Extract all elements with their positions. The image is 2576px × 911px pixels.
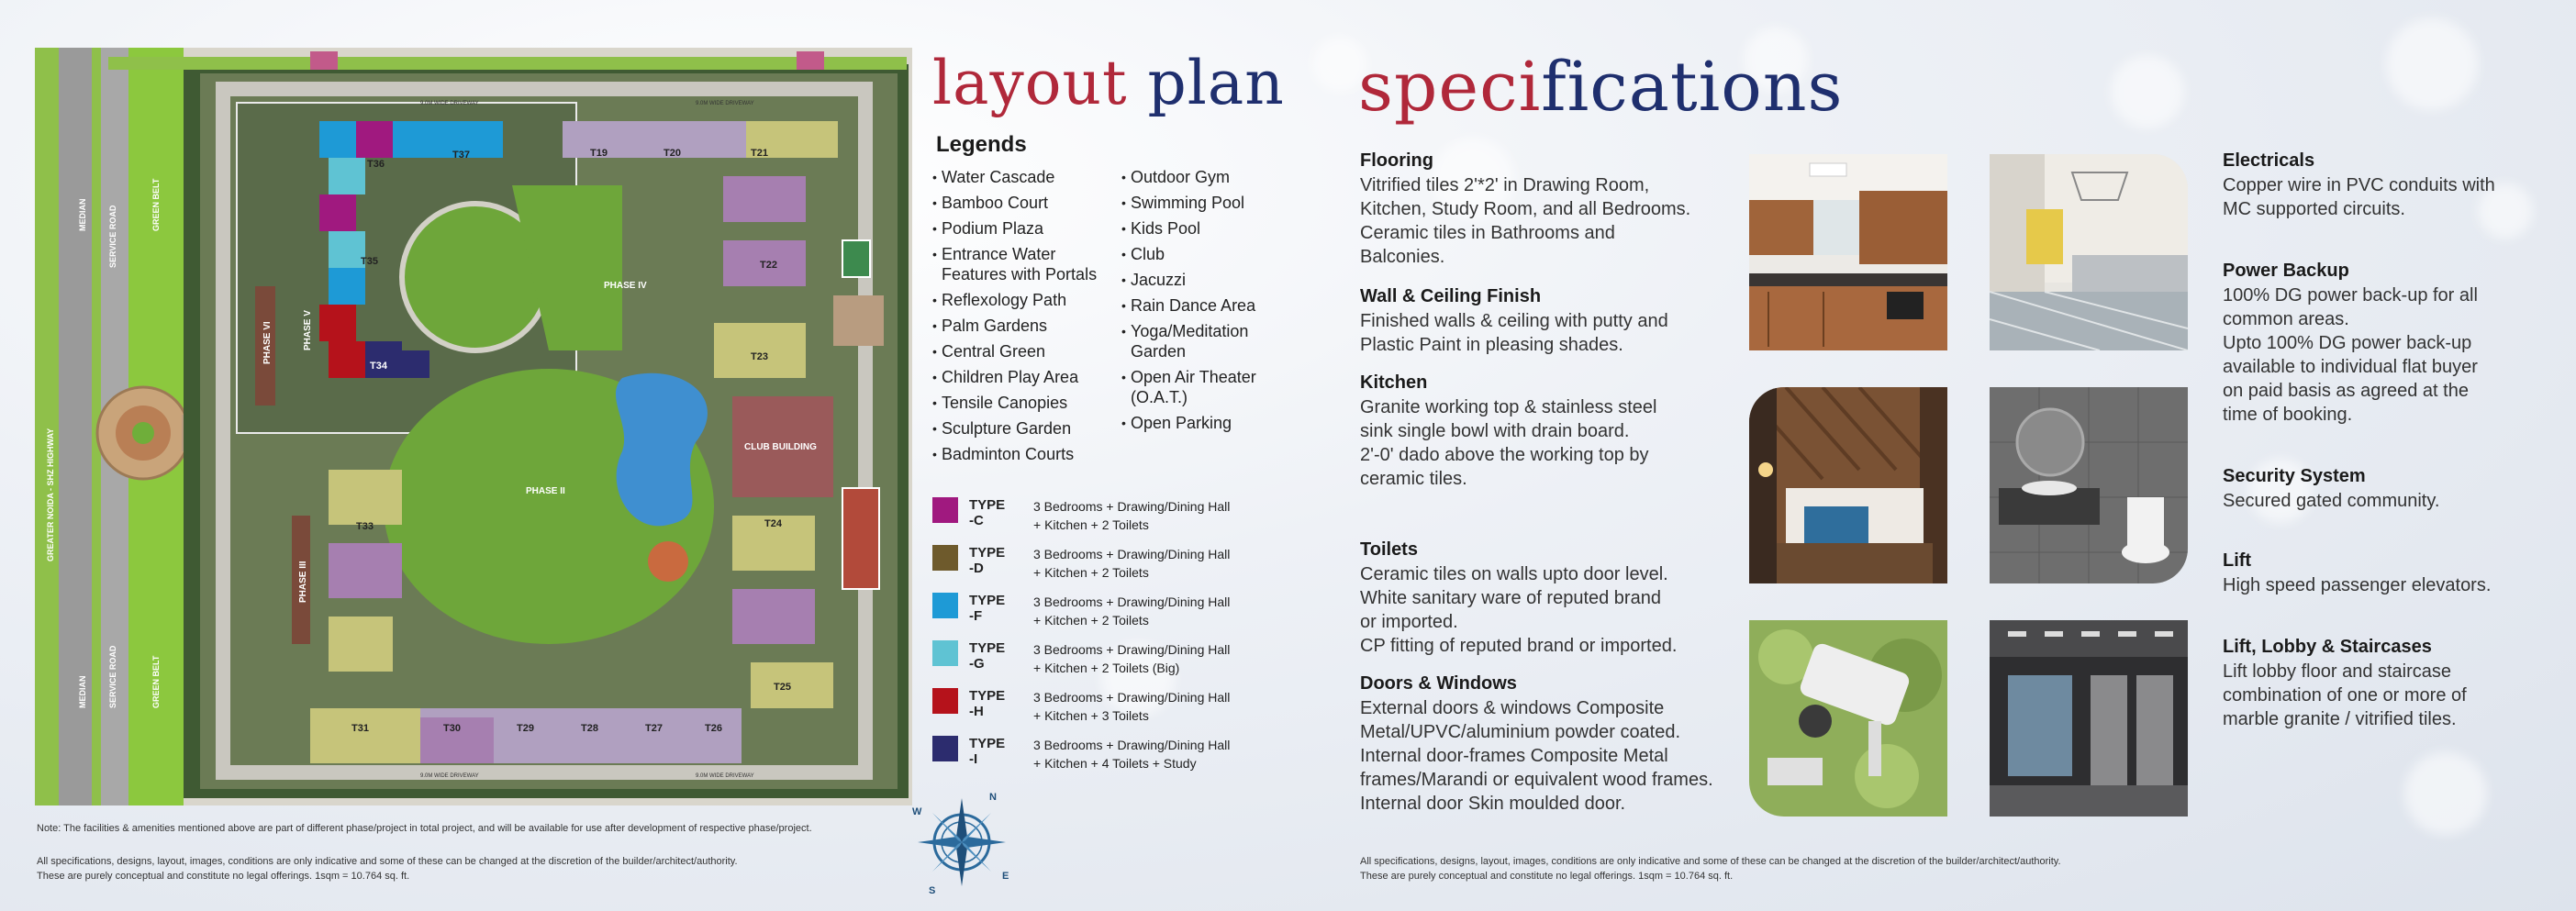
- spec-heading: Doors & Windows: [1360, 673, 1517, 694]
- tower-label: T22: [760, 260, 777, 271]
- road-label-service-2: SERVICE ROAD: [108, 645, 117, 708]
- unit-type-label: TYPE -I: [969, 736, 1006, 767]
- spec-kitchen: [1360, 372, 1745, 491]
- tower-label: T19: [590, 148, 608, 159]
- tower-label: T27: [645, 723, 663, 734]
- legends-column-2: [1121, 167, 1305, 439]
- security-camera-photo: [1749, 620, 1947, 817]
- facilities-note: Note: The facilities & amenities mentioned above are part of different phase/project in total project, and will be available for use after development of respective phase/project.: [37, 823, 812, 834]
- spec-flooring: [1360, 150, 1745, 269]
- legend-item: • Jacuzzi: [1121, 270, 1305, 290]
- spec-heading: Security System: [2223, 466, 2366, 486]
- spec-heading: Toilets: [1360, 539, 1418, 560]
- phase-label-iii: PHASE III: [298, 561, 308, 603]
- phase-label-iv: PHASE IV: [604, 281, 647, 291]
- unit-type-description: 3 Bedrooms + Drawing/Dining Hall + Kitchen + 2 Toilets: [1033, 547, 1231, 580]
- site-plan-map: [35, 48, 912, 805]
- legend-item: • Open Parking: [1121, 413, 1305, 433]
- bathroom-photo: [1990, 387, 2188, 583]
- disclaimer-left-line1: All specifications, designs, layout, images, conditions are only indicative and some of these can be changed at the discretion of the builder/architect/authority.: [37, 856, 738, 867]
- unit-type-description: 3 Bedrooms + Drawing/Dining Hall + Kitchen + 2 Toilets: [1033, 499, 1231, 532]
- living-room-photo: [1990, 154, 2188, 350]
- tower-label: T24: [764, 518, 782, 529]
- layout-plan-title-word1: layout: [932, 48, 1128, 118]
- spec-toilets: [1360, 539, 1745, 658]
- phase-label-v: PHASE V: [303, 310, 313, 350]
- tower-label: T26: [705, 723, 722, 734]
- spec-electricals: [2223, 150, 2535, 221]
- unit-type-label: TYPE -H: [969, 688, 1006, 719]
- specifications-title-blue: fications: [1541, 48, 1844, 127]
- legend-item: • Water Cascade: [932, 167, 1116, 187]
- unit-type-label: TYPE -F: [969, 593, 1006, 624]
- road-label-median-2: MEDIAN: [78, 675, 87, 708]
- legend-item: • Club: [1121, 244, 1305, 264]
- unit-type-swatch: [932, 497, 958, 523]
- bokeh: [2111, 55, 2184, 128]
- disclaimer-left-line2: These are purely conceptual and constitute no legal offerings. 1sqm = 10.764 sq. ft.: [37, 871, 410, 882]
- spec-heading: Electricals: [2223, 150, 2315, 171]
- disclaimer-right-line1: All specifications, designs, layout, images, conditions are only indicative and some of these can be changed at the discretion of the builder/architect/authority.: [1360, 856, 2061, 867]
- driveway-label: 9.0M WIDE DRIVEWAY: [696, 101, 754, 106]
- spec-text: Secured gated community.: [2223, 491, 2440, 511]
- spec-lift-lobby-staircases: [2223, 637, 2535, 731]
- tower-label: T34: [370, 361, 387, 372]
- legend-item: • Outdoor Gym: [1121, 167, 1305, 187]
- unit-type-label: TYPE -C: [969, 497, 1006, 528]
- lift-lobby-photo: [1990, 620, 2188, 817]
- compass-icon: [907, 787, 1017, 897]
- specifications-title-red: speci: [1358, 48, 1542, 127]
- tower-label: T35: [361, 256, 378, 267]
- legend-item: • Rain Dance Area: [1121, 295, 1305, 316]
- compass-e: E: [1002, 871, 1009, 882]
- unit-type-swatch: [932, 640, 958, 666]
- kitchen-photo: [1749, 154, 1947, 350]
- unit-type-description: 3 Bedrooms + Drawing/Dining Hall + Kitchen + 4 Toilets + Study: [1033, 738, 1231, 771]
- unit-type-label: TYPE -G: [969, 640, 1006, 672]
- legend-item: • Kids Pool: [1121, 218, 1305, 239]
- spec-text: Copper wire in PVC conduits with MC supported circuits.: [2223, 175, 2495, 219]
- legend-item: • Entrance Water Features with Portals: [932, 244, 1116, 284]
- disclaimer-right-line2: These are purely conceptual and constitute no legal offerings. 1sqm = 10.764 sq. ft.: [1360, 871, 1734, 882]
- driveway-label: 9.0M WIDE DRIVEWAY: [420, 101, 479, 106]
- legend-item: • Sculpture Garden: [932, 418, 1116, 439]
- tower-label: T28: [581, 723, 598, 734]
- spec-heading: Kitchen: [1360, 372, 1428, 393]
- tower-label: T30: [443, 723, 461, 734]
- road-label-greenbelt-2: GREEN BELT: [151, 655, 161, 708]
- phase-label-vi: PHASE VI: [262, 321, 273, 364]
- driveway-label: 9.0M WIDE DRIVEWAY: [420, 773, 479, 779]
- tower-label: T20: [664, 148, 681, 159]
- legend-item: • Tensile Canopies: [932, 393, 1116, 413]
- tower-label: T36: [367, 159, 385, 170]
- legends-column-1: [932, 167, 1116, 470]
- road-label-greenbelt: GREEN BELT: [151, 178, 161, 231]
- unit-type-swatch: [932, 545, 958, 571]
- tower-label: T25: [774, 682, 791, 693]
- unit-type-label: TYPE -D: [969, 545, 1006, 576]
- road-label-service: SERVICE ROAD: [108, 205, 117, 268]
- tower-label: T37: [452, 150, 470, 161]
- road-label-highway: GREATER NOIDA - SHZ HIGHWAY: [46, 428, 55, 561]
- bokeh: [2386, 18, 2478, 110]
- legend-item: • Central Green: [932, 341, 1116, 361]
- compass-n: N: [989, 792, 997, 803]
- unit-type-description: 3 Bedrooms + Drawing/Dining Hall + Kitchen + 2 Toilets: [1033, 594, 1231, 628]
- spec-heading: Lift: [2223, 550, 2252, 571]
- spec-power-backup: [2223, 261, 2535, 427]
- layout-plan-title: [932, 48, 1285, 118]
- spec-wall-ceiling: [1360, 286, 1745, 357]
- spec-text: Lift lobby floor and staircase combination of one or more of marble granite / vitrified tiles.: [2223, 661, 2467, 729]
- spec-text: Finished walls & ceiling with putty and Plastic Paint in pleasing shades.: [1360, 311, 1668, 355]
- legend-item: • Open Air Theater (O.A.T.): [1121, 367, 1305, 407]
- bokeh: [2404, 752, 2487, 835]
- unit-type-description: 3 Bedrooms + Drawing/Dining Hall + Kitchen + 3 Toilets: [1033, 690, 1231, 723]
- unit-type-swatch: [932, 736, 958, 761]
- compass-w: W: [912, 806, 922, 817]
- legend-item: • Bamboo Court: [932, 193, 1116, 213]
- specifications-title: [1358, 48, 1843, 127]
- legend-item: • Palm Gardens: [932, 316, 1116, 336]
- spec-text: 100% DG power back-up for all common areas. Upto 100% DG power back-up available to individual flat buyer on paid basis as agreed at the time of booking.: [2223, 285, 2478, 425]
- unit-type-swatch: [932, 688, 958, 714]
- legend-item: • Badminton Courts: [932, 444, 1116, 464]
- spec-heading: Power Backup: [2223, 261, 2349, 281]
- spec-heading: Flooring: [1360, 150, 1433, 171]
- tower-label: T31: [351, 723, 369, 734]
- spec-heading: Wall & Ceiling Finish: [1360, 286, 1542, 306]
- road-label-median: MEDIAN: [78, 198, 87, 231]
- legend-item: • Yoga/Meditation Garden: [1121, 321, 1305, 361]
- driveway-label: 9.0M WIDE DRIVEWAY: [696, 773, 754, 779]
- legend-item: • Swimming Pool: [1121, 193, 1305, 213]
- spec-text: High speed passenger elevators.: [2223, 575, 2492, 595]
- spec-text: Ceramic tiles on walls upto door level. White sanitary ware of reputed brand or imported. CP fitting of reputed brand or imported.: [1360, 564, 1678, 656]
- tower-label: T29: [517, 723, 534, 734]
- legend-item: • Reflexology Path: [932, 290, 1116, 310]
- tower-label: T23: [751, 351, 768, 362]
- unit-type-swatch: [932, 593, 958, 618]
- club-building-label: CLUB BUILDING: [744, 442, 817, 452]
- tower-label: T21: [751, 148, 768, 159]
- spec-doors-windows: [1360, 673, 1764, 816]
- spec-security-system: [2223, 466, 2535, 513]
- spec-lift: [2223, 550, 2535, 597]
- layout-plan-title-word2: plan: [1147, 48, 1285, 118]
- phase-label-ii: PHASE II: [526, 486, 565, 496]
- unit-type-description: 3 Bedrooms + Drawing/Dining Hall + Kitchen + 2 Toilets (Big): [1033, 642, 1231, 675]
- compass-s: S: [929, 885, 936, 896]
- spec-text: Granite working top & stainless steel sink single bowl with drain board. 2'-0' dado above the working top by ceramic tiles.: [1360, 397, 1657, 489]
- tower-label: T33: [356, 521, 374, 532]
- spec-text: Vitrified tiles 2'*2' in Drawing Room, Kitchen, Study Room, and all Bedrooms. Ceramic tiles in Bathrooms and Balconies.: [1360, 175, 1691, 267]
- legends-heading: Legends: [936, 132, 1027, 157]
- legend-item: • Children Play Area: [932, 367, 1116, 387]
- bedroom-photo: [1749, 387, 1947, 583]
- spec-text: External doors & windows Composite Metal/UPVC/aluminium powder coated. Internal door-frames Composite Metal frames/Marandi or equivalent wood frames. Internal door Skin moulded door.: [1360, 698, 1713, 814]
- spec-heading: Lift, Lobby & Staircases: [2223, 637, 2432, 657]
- legend-item: • Podium Plaza: [932, 218, 1116, 239]
